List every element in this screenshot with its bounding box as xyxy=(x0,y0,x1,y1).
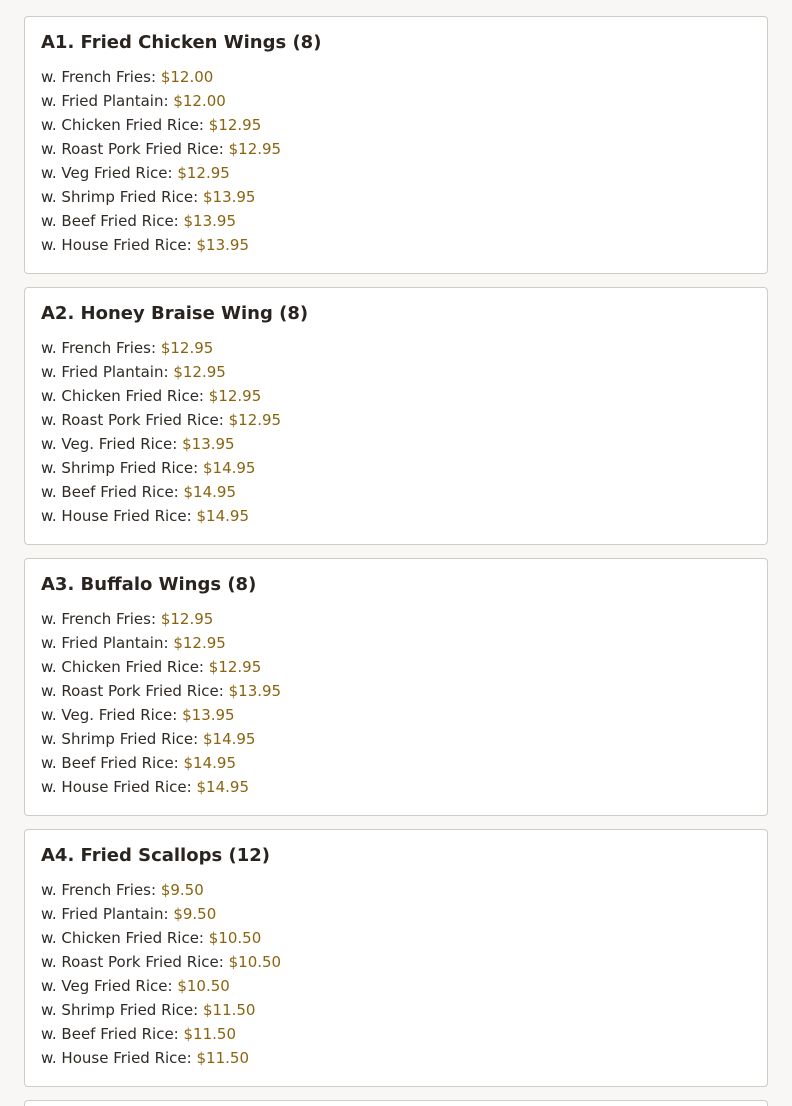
menu-item xyxy=(41,878,751,902)
menu-item-label: w. House Fried Rice: xyxy=(41,1049,192,1067)
menu-item-price: $14.95 xyxy=(196,507,249,525)
menu-item-price: $11.50 xyxy=(196,1049,249,1067)
menu-item-price: $13.95 xyxy=(202,188,256,206)
menu-item xyxy=(41,974,751,998)
menu-item xyxy=(41,384,751,408)
menu-card-title: A4. Fried Scallops (12) xyxy=(41,845,270,866)
menu-item xyxy=(41,336,751,360)
menu-item-price: $14.95 xyxy=(202,730,256,748)
menu-item-price: $14.95 xyxy=(202,459,256,477)
menu-item xyxy=(41,950,751,974)
menu-item xyxy=(41,902,751,926)
menu-item-label: w. Beef Fried Rice: xyxy=(41,754,179,772)
menu-item xyxy=(41,233,751,257)
menu-item-label: w. French Fries: xyxy=(41,68,157,86)
menu-item xyxy=(41,89,751,113)
menu-item xyxy=(41,360,751,384)
menu-item-label: w. Fried Plantain: xyxy=(41,363,169,381)
menu-item xyxy=(41,504,751,528)
menu-item-label: w. Veg Fried Rice: xyxy=(41,164,173,182)
menu-item-price: $9.50 xyxy=(173,905,217,923)
menu-item-price: $12.95 xyxy=(228,411,282,429)
menu-item-price: $10.50 xyxy=(177,977,230,995)
menu-item xyxy=(41,432,751,456)
menu-item-label: w. Veg Fried Rice: xyxy=(41,977,173,995)
menu-card xyxy=(24,558,768,816)
menu-item-label: w. Shrimp Fried Rice: xyxy=(41,459,199,477)
menu-item-label: w. Fried Plantain: xyxy=(41,92,169,110)
menu-item-label: w. Veg. Fried Rice: xyxy=(41,435,178,453)
menu-item-price: $12.00 xyxy=(160,68,214,86)
menu-item-price: $12.95 xyxy=(208,658,262,676)
menu-item-label: w. Roast Pork Fried Rice: xyxy=(41,682,224,700)
menu-item xyxy=(41,655,751,679)
menu-item-price: $14.95 xyxy=(183,754,237,772)
menu-item-label: w. Chicken Fried Rice: xyxy=(41,929,204,947)
menu-item-label: w. Veg. Fried Rice: xyxy=(41,706,178,724)
menu-item xyxy=(41,1022,751,1046)
menu-item-label: w. Beef Fried Rice: xyxy=(41,212,179,230)
menu-item-price: $12.95 xyxy=(208,387,262,405)
menu-item-price: $11.50 xyxy=(202,1001,256,1019)
menu-card xyxy=(24,829,768,1087)
menu-item-price: $13.95 xyxy=(182,435,235,453)
menu-item xyxy=(41,727,751,751)
menu-item-price: $12.95 xyxy=(228,140,282,158)
menu-item xyxy=(41,775,751,799)
menu-card-title: A3. Buffalo Wings (8) xyxy=(41,574,257,595)
menu-item-price: $12.00 xyxy=(173,92,226,110)
menu-item xyxy=(41,926,751,950)
menu-item xyxy=(41,703,751,727)
menu-item-price: $12.95 xyxy=(208,116,262,134)
menu-item xyxy=(41,161,751,185)
menu-item xyxy=(41,480,751,504)
menu-card xyxy=(24,1100,768,1106)
menu-item-price: $10.50 xyxy=(228,953,282,971)
menu-item-label: w. Beef Fried Rice: xyxy=(41,1025,179,1043)
menu-card xyxy=(24,287,768,545)
menu-item-label: w. House Fried Rice: xyxy=(41,236,192,254)
menu-item-label: w. Roast Pork Fried Rice: xyxy=(41,140,224,158)
menu-item-label: w. Roast Pork Fried Rice: xyxy=(41,953,224,971)
menu-item-label: w. Shrimp Fried Rice: xyxy=(41,730,199,748)
menu-card xyxy=(24,16,768,274)
menu-item-price: $14.95 xyxy=(196,778,249,796)
menu-item-label: w. Chicken Fried Rice: xyxy=(41,387,204,405)
menu-item-label: w. French Fries: xyxy=(41,881,157,899)
menu-item xyxy=(41,751,751,775)
menu-item xyxy=(41,113,751,137)
menu-item xyxy=(41,998,751,1022)
menu-card-title: A2. Honey Braise Wing (8) xyxy=(41,303,309,324)
menu-item-label: w. Shrimp Fried Rice: xyxy=(41,1001,199,1019)
menu-item-price: $14.95 xyxy=(183,483,237,501)
menu-item-price: $13.95 xyxy=(182,706,235,724)
menu-item-price: $12.95 xyxy=(173,634,226,652)
menu-card-title: A1. Fried Chicken Wings (8) xyxy=(41,32,322,53)
menu-item xyxy=(41,679,751,703)
menu-item xyxy=(41,607,751,631)
menu-item xyxy=(41,185,751,209)
menu-item-price: $12.95 xyxy=(173,363,226,381)
menu-item-label: w. House Fried Rice: xyxy=(41,507,192,525)
menu-item xyxy=(41,408,751,432)
menu-item-price: $10.50 xyxy=(208,929,262,947)
menu-item xyxy=(41,631,751,655)
menu-item xyxy=(41,456,751,480)
menu-item-label: w. Fried Plantain: xyxy=(41,905,169,923)
menu-item-label: w. French Fries: xyxy=(41,339,157,357)
menu-item xyxy=(41,1046,751,1070)
menu-item-label: w. Chicken Fried Rice: xyxy=(41,116,204,134)
menu-item-label: w. French Fries: xyxy=(41,610,157,628)
menu-item-price: $13.95 xyxy=(196,236,249,254)
menu-item-label: w. Roast Pork Fried Rice: xyxy=(41,411,224,429)
menu-item xyxy=(41,209,751,233)
menu-item-price: $9.50 xyxy=(160,881,204,899)
menu-item xyxy=(41,65,751,89)
menu-item-price: $12.95 xyxy=(160,339,214,357)
menu-item-label: w. House Fried Rice: xyxy=(41,778,192,796)
menu-item xyxy=(41,137,751,161)
menu-item-price: $12.95 xyxy=(177,164,230,182)
menu-item-price: $13.95 xyxy=(183,212,237,230)
menu-item-price: $12.95 xyxy=(160,610,214,628)
menu-item-label: w. Chicken Fried Rice: xyxy=(41,658,204,676)
menu-item-label: w. Shrimp Fried Rice: xyxy=(41,188,199,206)
menu-item-label: w. Fried Plantain: xyxy=(41,634,169,652)
menu-item-price: $13.95 xyxy=(228,682,282,700)
menu-item-price: $11.50 xyxy=(183,1025,237,1043)
menu-item-label: w. Beef Fried Rice: xyxy=(41,483,179,501)
